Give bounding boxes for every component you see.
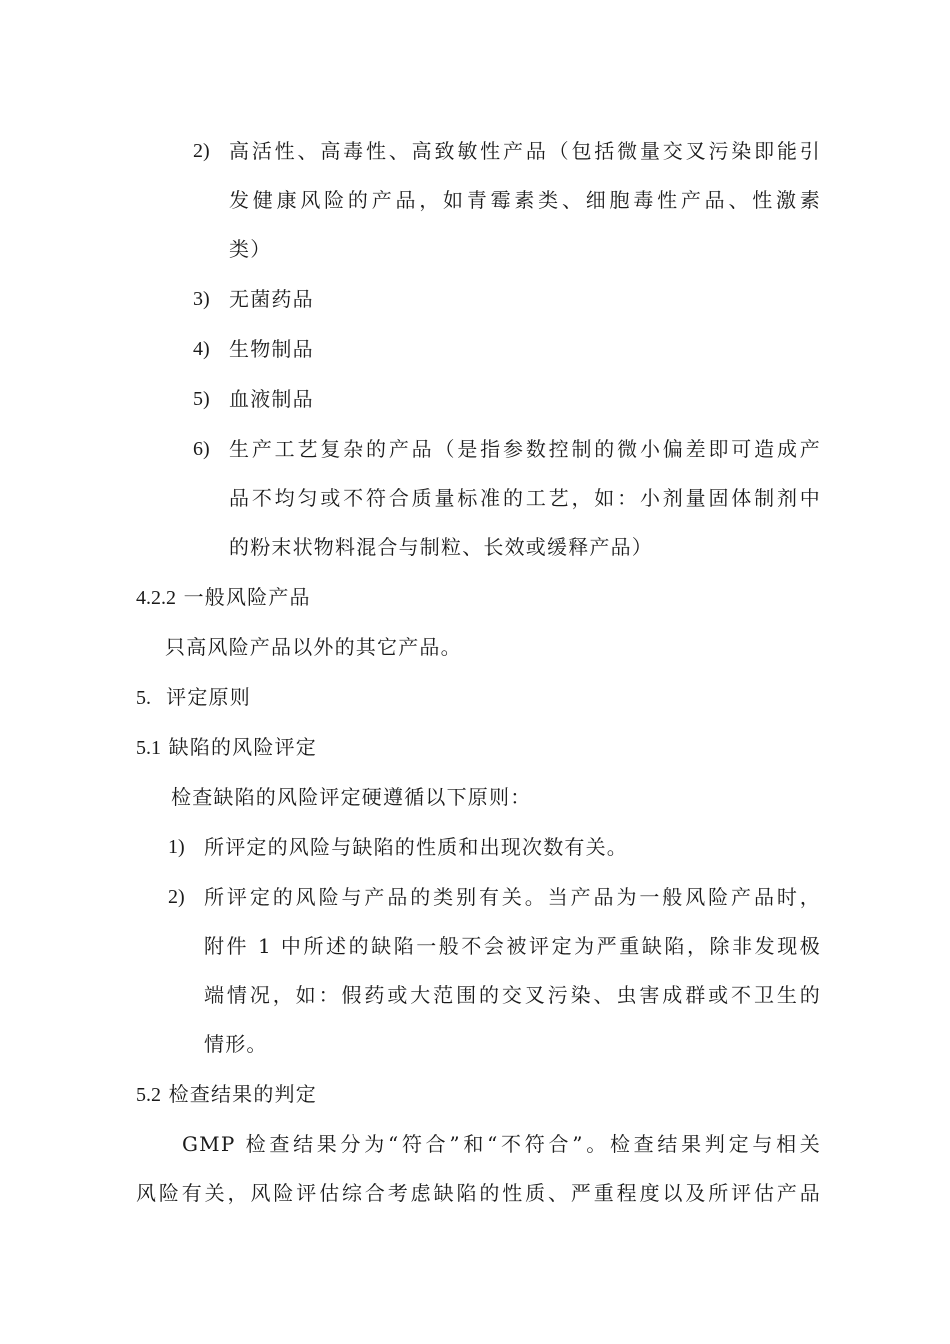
list-item-text: 的粉末状物料混合与制粒、长效或缓释产品） — [229, 535, 653, 559]
list-item-text: 无菌药品 — [229, 287, 314, 311]
section-heading-4-2-2 — [136, 584, 311, 611]
list-item-text: 附件 1 中所述的缺陷一般不会被评定为严重缺陷，除非发现极 — [204, 934, 821, 958]
section-number: 5.1 — [136, 737, 161, 759]
section-heading-5 — [136, 684, 251, 711]
section-number: 5.2 — [136, 1084, 161, 1106]
paragraph-line: GMP 检查结果分为“符合”和“不符合”。检查结果判定与相关 — [182, 1132, 821, 1156]
list-number: 4) — [193, 338, 210, 360]
list-item-text: 所评定的风险与缺陷的性质和出现次数有关。 — [204, 835, 628, 859]
list-item-text: 端情况，如：假药或大范围的交叉污染、虫害成群或不卫生的 — [204, 983, 821, 1007]
paragraph: 只高风险产品以外的其它产品。 — [165, 635, 462, 659]
list-item-text: 情形。 — [204, 1032, 268, 1056]
list-number: 3) — [193, 288, 210, 310]
list-number: 2) — [193, 140, 210, 162]
list-item-text: 血液制品 — [229, 387, 314, 411]
list-item-text: 高活性、高毒性、高致敏性产品（包括微量交叉污染即能引 — [229, 139, 821, 163]
section-title: 缺陷的风险评定 — [168, 735, 317, 759]
section-title: 检查结果的判定 — [168, 1082, 317, 1106]
list-item-text: 发健康风险的产品，如青霉素类、细胞毒性产品、性激素 — [229, 188, 821, 212]
list-item-text: 生物制品 — [229, 337, 314, 361]
list-number: 2) — [168, 886, 185, 908]
section-heading-5-2 — [136, 1081, 317, 1108]
section-number: 5. — [136, 687, 151, 709]
paragraph: 检查缺陷的风险评定硬遵循以下原则： — [171, 785, 532, 809]
list-number: 6) — [193, 438, 210, 460]
list-item-text: 类） — [229, 237, 272, 261]
section-heading-5-1 — [136, 734, 317, 761]
list-number: 1) — [168, 836, 185, 858]
paragraph-line: 风险有关，风险评估综合考虑缺陷的性质、严重程度以及所评估产品 — [136, 1181, 821, 1205]
section-title: 一般风险产品 — [183, 585, 311, 609]
list-item-text: 品不均匀或不符合质量标准的工艺，如：小剂量固体制剂中 — [229, 486, 821, 510]
list-item-text: 生产工艺复杂的产品（是指参数控制的微小偏差即可造成产 — [229, 437, 821, 461]
section-number: 4.2.2 — [136, 587, 176, 609]
section-title: 评定原则 — [166, 685, 251, 709]
list-number: 5) — [193, 388, 210, 410]
list-item-text: 所评定的风险与产品的类别有关。当产品为一般风险产品时， — [204, 885, 821, 909]
